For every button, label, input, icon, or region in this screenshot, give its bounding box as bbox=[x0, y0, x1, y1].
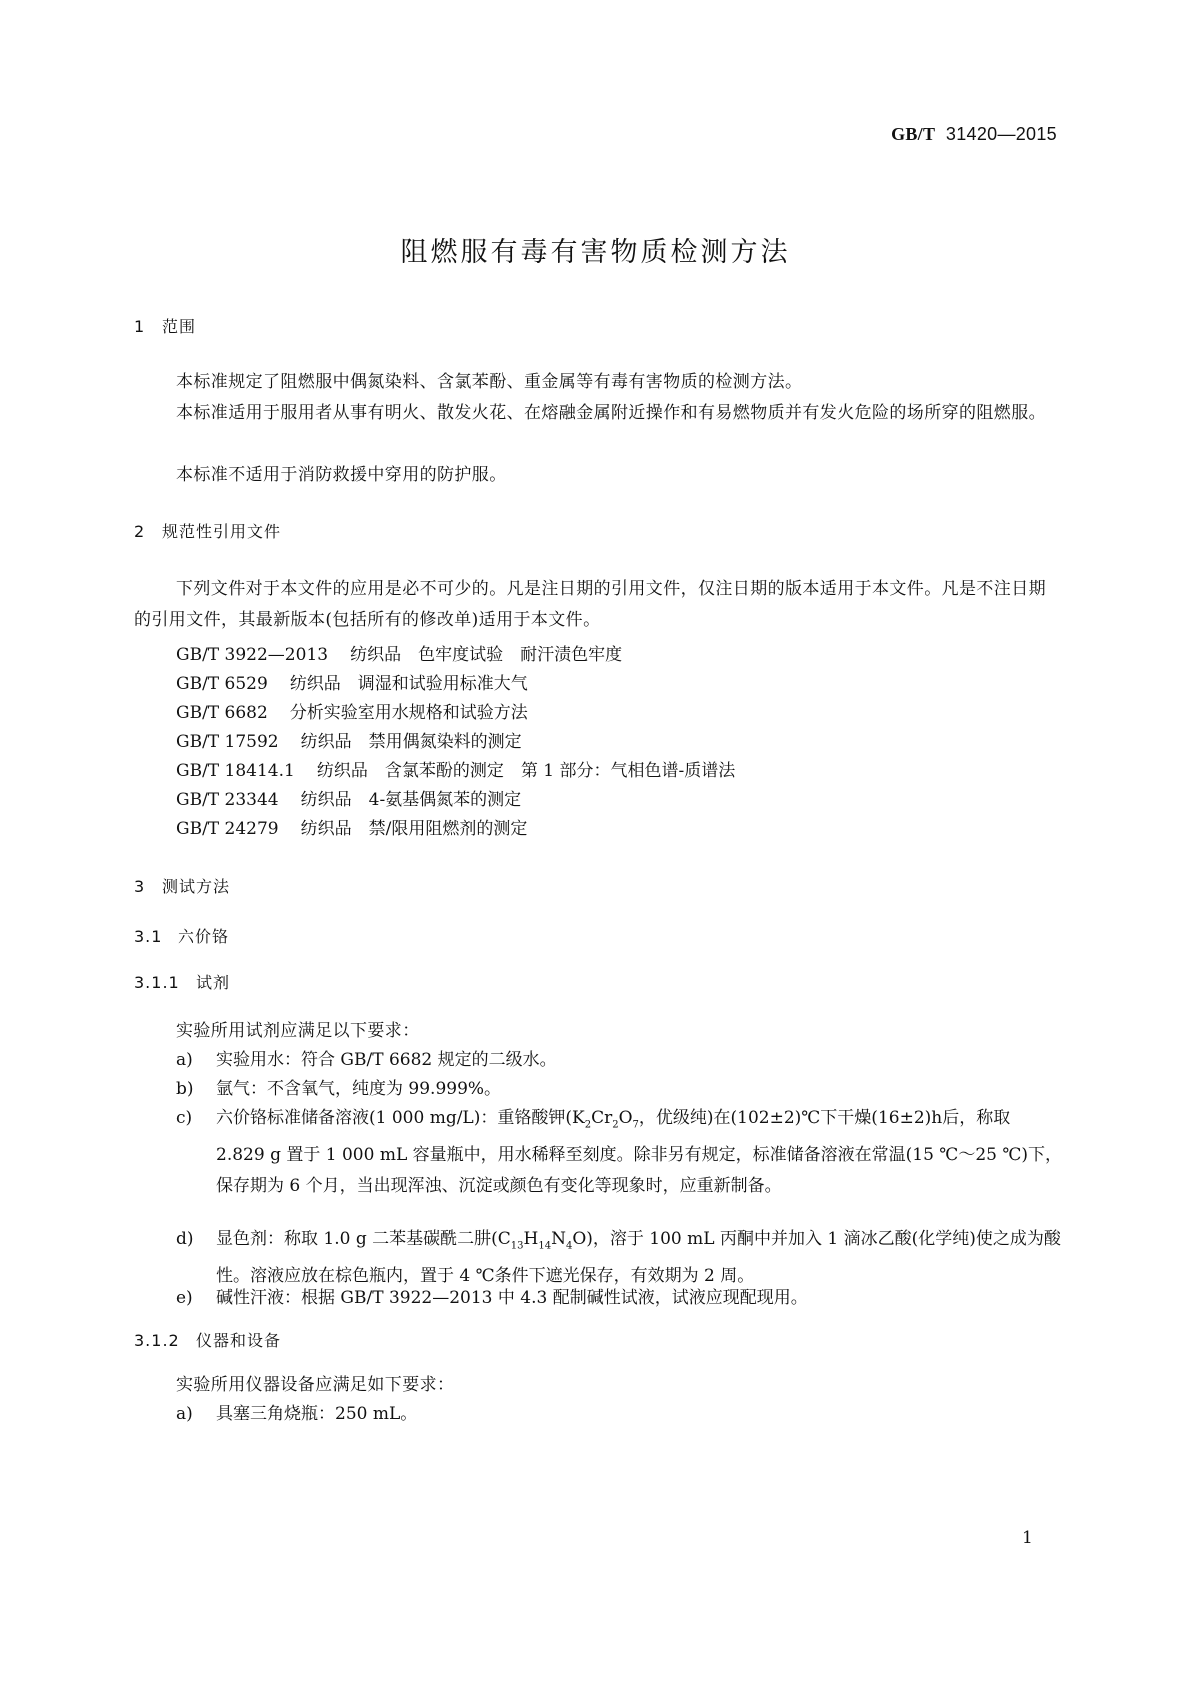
list-item bbox=[176, 1045, 1062, 1076]
text-run: ，优级纯)在(102±2)℃下干燥(16±2)h后，称取 2.829 g 置于 1 000 mL 容量瓶中，用水稀释至刻度。除非另有规定，标准储备溶液在常温(15 ℃～25 ℃)下，保存期为 6 个月，当出现浑浊、沉淀或颜色有变化等现象时，应重新制备。 bbox=[216, 1108, 1063, 1197]
reference-code: GB/T 6529 bbox=[176, 674, 268, 694]
page-number: 1 bbox=[1022, 1528, 1033, 1548]
text-run: 显色剂：称取 1.0 g 二苯基碳酰二肼(C bbox=[216, 1229, 511, 1249]
list-label: c) bbox=[176, 1108, 193, 1128]
text-run: Cr bbox=[591, 1108, 613, 1128]
section-title: 试剂 bbox=[196, 973, 231, 992]
reference-title: 纺织品 调湿和试验用标准大气 bbox=[289, 674, 528, 694]
list-item bbox=[176, 1103, 1062, 1202]
reference-code: GB/T 3922—2013 bbox=[176, 645, 329, 665]
standard-number bbox=[891, 124, 1057, 145]
standard-prefix: GB/T bbox=[891, 124, 936, 144]
document-title: 阻燃服有毒有害物质检测方法 bbox=[400, 237, 791, 268]
reference-item bbox=[176, 814, 527, 839]
reference-item bbox=[176, 669, 528, 694]
text-run: 六价铬标准储备溶液(1 000 mg/L)：重铬酸钾(K bbox=[216, 1108, 585, 1128]
paragraph: 本标准适用于服用者从事有明火、散发火花、在熔融金属附近操作和有易燃物质并有发火危险的场所穿的阻燃服。 bbox=[176, 403, 1046, 423]
reference-title: 纺织品 色牢度试验 耐汗渍色牢度 bbox=[350, 645, 623, 665]
section-number: 1 bbox=[134, 317, 146, 336]
section-1-heading bbox=[134, 314, 196, 337]
reference-title: 纺织品 禁用偶氮染料的测定 bbox=[300, 732, 522, 752]
subscript: 4 bbox=[565, 1240, 573, 1252]
standard-code: 31420—2015 bbox=[945, 124, 1057, 144]
reference-item bbox=[176, 785, 521, 810]
list-label: b) bbox=[176, 1079, 194, 1099]
section-3-1-heading bbox=[134, 924, 229, 947]
reference-item bbox=[176, 756, 735, 781]
reference-item bbox=[176, 698, 528, 723]
paragraph: 本标准不适用于消防救援中穿用的防护服。 bbox=[176, 465, 507, 485]
reference-code: GB/T 18414.1 bbox=[176, 761, 295, 781]
section-title: 规范性引用文件 bbox=[162, 522, 282, 541]
list-text: 实验用水：符合 GB/T 6682 规定的二级水。 bbox=[216, 1050, 557, 1070]
list-item bbox=[176, 1399, 1062, 1430]
subscript: 14 bbox=[538, 1240, 552, 1252]
reference-code: GB/T 23344 bbox=[176, 790, 279, 810]
text-run: H bbox=[523, 1229, 539, 1249]
paragraph: 本标准规定了阻燃服中偶氮染料、含氯苯酚、重金属等有毒有害物质的检测方法。 bbox=[176, 372, 803, 392]
list-text: 具塞三角烧瓶：250 mL。 bbox=[216, 1404, 418, 1424]
text-run: O)，溶于 100 mL 丙酮中并加入 1 滴冰乙酸(化学纯)使之成为酸性。溶液应放在棕色瓶内，置于 4 ℃条件下遮光保存，有效期为 2 周。 bbox=[216, 1229, 1061, 1287]
section-title: 六价铬 bbox=[178, 927, 230, 946]
text-run: N bbox=[551, 1229, 566, 1249]
section-3-1-1-heading bbox=[134, 970, 230, 993]
list-label: a) bbox=[176, 1404, 193, 1424]
section-number: 3.1 bbox=[134, 927, 163, 946]
subscript: 13 bbox=[510, 1240, 524, 1252]
reference-code: GB/T 24279 bbox=[176, 819, 279, 839]
reference-code: GB/T 17592 bbox=[176, 732, 279, 752]
list-text: 氩气：不含氧气，纯度为 99.999%。 bbox=[216, 1079, 502, 1099]
reference-title: 纺织品 4-氨基偶氮苯的测定 bbox=[300, 790, 522, 810]
list-text: 碱性汗液：根据 GB/T 3922—2013 中 4.3 配制碱性试液，试液应现配现用。 bbox=[216, 1288, 808, 1308]
list-label: a) bbox=[176, 1050, 193, 1070]
text-run: O bbox=[618, 1108, 633, 1128]
section-number: 3.1.1 bbox=[134, 973, 180, 992]
subscript: 2 bbox=[584, 1119, 592, 1131]
reference-code: GB/T 6682 bbox=[176, 703, 268, 723]
section-number: 2 bbox=[134, 522, 146, 541]
reference-title: 纺织品 含氯苯酚的测定 第 1 部分：气相色谱-质谱法 bbox=[316, 761, 736, 781]
list-text bbox=[216, 1103, 1062, 1202]
paragraph: 实验所用仪器设备应满足如下要求： bbox=[176, 1375, 455, 1395]
section-title: 测试方法 bbox=[162, 877, 231, 896]
subscript: 2 bbox=[612, 1119, 619, 1131]
reference-item bbox=[176, 727, 522, 752]
reference-title: 分析实验室用水规格和试验方法 bbox=[289, 703, 528, 723]
section-number: 3.1.2 bbox=[134, 1331, 180, 1350]
list-item bbox=[176, 1283, 1062, 1314]
reference-title: 纺织品 禁/限用阻燃剂的测定 bbox=[300, 819, 528, 839]
list-item bbox=[176, 1074, 1062, 1105]
list-label: e) bbox=[176, 1288, 193, 1308]
section-number: 3 bbox=[134, 877, 146, 896]
section-title: 仪器和设备 bbox=[196, 1331, 282, 1350]
reference-item bbox=[176, 640, 622, 665]
paragraph: 下列文件对于本文件的应用是必不可少的。凡是注日期的引用文件，仅注日期的版本适用于本文件。凡是不注日期的引用文件，其最新版本(包括所有的修改单)适用于本文件。 bbox=[134, 579, 1046, 630]
section-3-1-2-heading bbox=[134, 1328, 281, 1351]
list-label: d) bbox=[176, 1229, 194, 1249]
section-3-heading bbox=[134, 874, 230, 897]
subscript: 7 bbox=[632, 1119, 639, 1131]
section-title: 范围 bbox=[162, 317, 197, 336]
section-2-heading bbox=[134, 519, 281, 542]
paragraph: 实验所用试剂应满足以下要求： bbox=[176, 1021, 420, 1041]
